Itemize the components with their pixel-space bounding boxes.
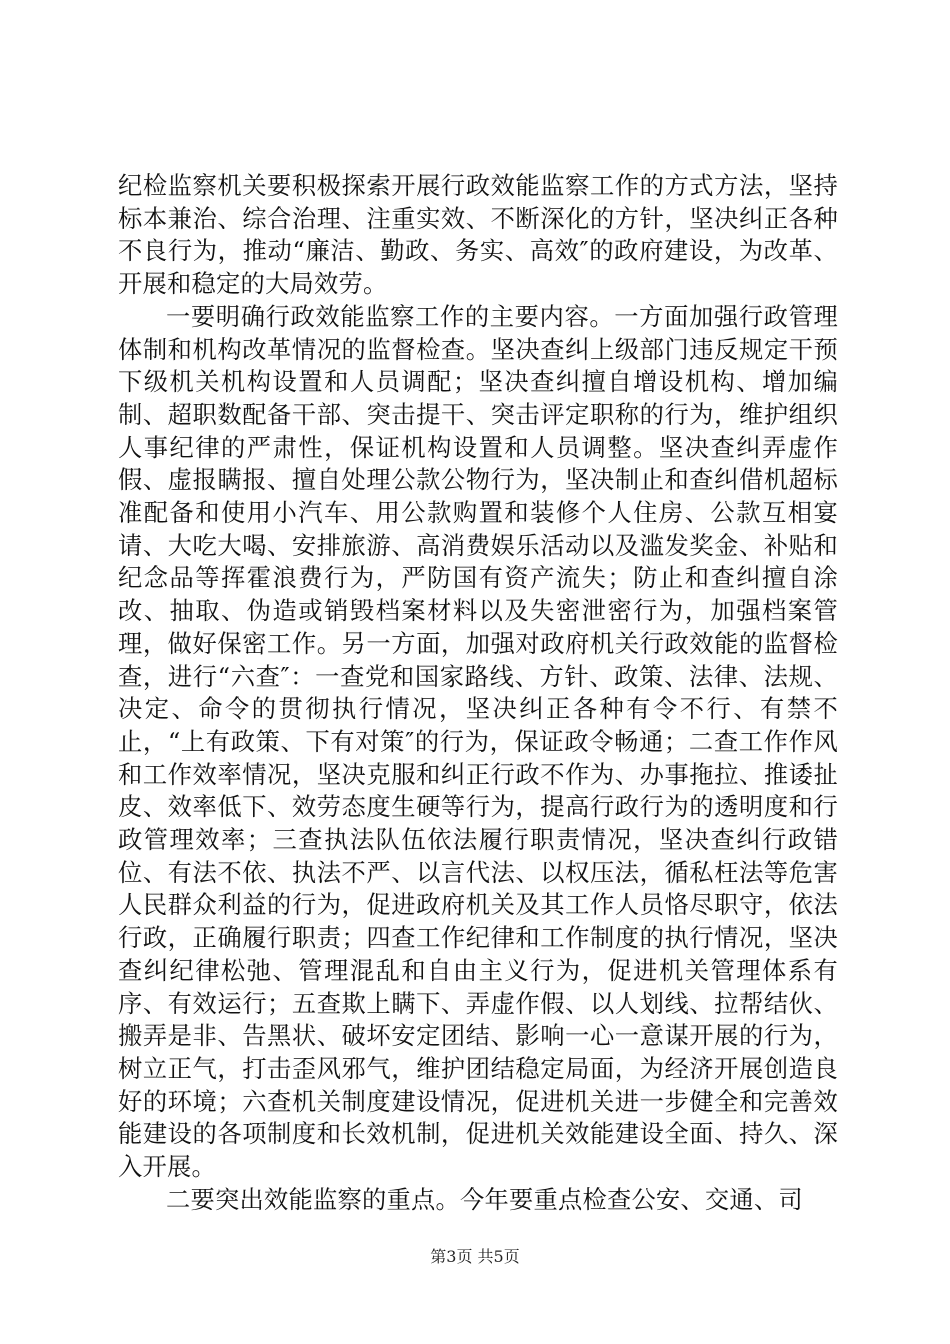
page-footer: 第3页 共5页 [430, 1247, 520, 1266]
paragraph-intro: 纪检监察机关要积极探索开展行政效能监察工作的方式方法，坚持标本兼治、综合治理、注重实效、不断深化的方针，坚决纠正各种不良行为，推动“廉洁、勤政、务实、高效″的政府建设，为改革、开展和稳定的大局效劳。 [118, 171, 838, 299]
paragraph-content-scope: 一要明确行政效能监察工作的主要内容。一方面加强行政管理体制和机构改革情况的监督检查。坚决查纠上级部门违反规定干预下级机关机构设置和人员调配；坚决查纠擅自增设机构、增加编制、超职数配备干部、突击提干、突击评定职称的行为，维护组织人事纪律的严肃性，保证机构设置和人员调整。坚决查纠弄虚作假、虚报瞒报、擅自处理公款公物行为，坚决制止和查纠借机超标准配备和使用小汽车、用公款购置和装修个人住房、公款互相宴请、大吃大喝、安排旅游、高消费娱乐活动以及滥发奖金、补贴和纪念品等挥霍浪费行为，严防国有资产流失；防止和查纠擅自涂改、抽取、伪造或销毁档案材料以及失密泄密行为，加强档案管理，做好保密工作。另一方面，加强对政府机关行政效能的监督检查，进行“六查″：一查党和国家路线、方针、政策、法律、法规、决定、命令的贯彻执行情况，坚决纠正各种有令不行、有禁不止，“上有政策、下有对策″的行为，保证政令畅通；二查工作作风和工作效率情况，坚决克服和纠正行政不作为、办事拖拉、推诿扯皮、效率低下、效劳态度生硬等行为，提高行政行为的透明度和行政管理效率；三查执法队伍依法履行职责情况，坚决查纠行政错位、有法不依、执法不严、以言代法、以权压法，循私枉法等危害人民群众利益的行为，促进政府机关及其工作人员恪尽职守，依法行政，正确履行职责；四查工作纪律和工作制度的执行情况，坚决查纠纪律松弛、管理混乱和自由主义行为，促进机关管理体系有序、有效运行；五查欺上瞒下、弄虚作假、以人划线、拉帮结伙、搬弄是非、告黑状、破坏安定团结、影响一心一意谋开展的行为，树立正气，打击歪风邪气，维护团结稳定局面，为经济开展创造良好的环境；六查机关制度建设情况，促进机关进一步健全和完善效能建设的各项制度和长效机制，促进机关效能建设全面、持久、深入开展。 [118, 301, 838, 1182]
document-body [118, 170, 838, 1217]
paragraph-focus: 二要突出效能监察的重点。今年要重点检查公安、交通、司 [166, 1184, 803, 1214]
